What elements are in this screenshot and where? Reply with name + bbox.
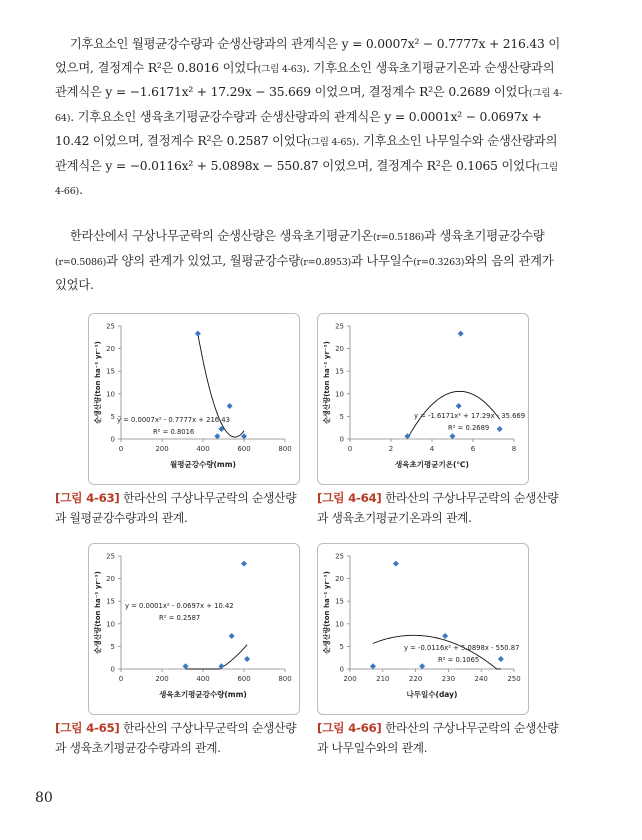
y-tick-label: 15 [106, 597, 115, 606]
caption-text: 한라산의 구상나무군락의 순생산량과 생육초기평균기온과의 관계. [317, 491, 559, 525]
caption-label: [그림 4-63] [55, 491, 120, 505]
x-tick-label: 2 [388, 445, 394, 453]
y-tick-label: 25 [106, 322, 115, 331]
paragraph-correlation-summary [55, 225, 563, 298]
r-squared-label: R² = 0.1065 [438, 656, 480, 664]
data-point [214, 433, 220, 439]
x-tick-label: 200 [155, 445, 169, 453]
r-squared-label: R² = 0.8016 [153, 428, 195, 436]
data-point [244, 656, 250, 662]
y-tick-label: 25 [335, 552, 344, 561]
caption-label: [그림 4-64] [317, 491, 382, 505]
r-squared-label: R² = 0.2587 [159, 614, 201, 622]
r-squared-label: R² = 0.2689 [448, 424, 490, 432]
x-tick-label: 600 [237, 675, 251, 683]
y-tick-label: 0 [110, 435, 115, 444]
y-tick-label: 5 [110, 642, 115, 651]
caption-label: [그림 4-65] [55, 721, 120, 735]
trendline [373, 635, 501, 669]
data-point [450, 433, 456, 439]
text-segment: . 기후요소인 나무일수와 순생산량과의 관계식은 y = −0.0116x² + 5.0898x − 550.87 이었으며, 결정계수 R²은 0.1065 이었다 [55, 134, 558, 173]
figure-ref: (그림 4-66) [55, 161, 559, 197]
y-tick-label: 15 [106, 367, 115, 376]
chart-fig-4-65 [88, 543, 300, 715]
y-axis-label: 순생산량(ton ha⁻¹ yr⁻¹) [94, 341, 102, 424]
y-tick-label: 15 [335, 597, 344, 606]
data-point [419, 663, 425, 669]
text-segment: . 기후요소인 생육초기평균기온과 순생산량과의 관계식은 y = −1.6171x² + 17.29x − 35.669 이었으며, 결정계수 R²은 0.2689 이었다 [55, 60, 555, 99]
caption-text: 한라산의 구상나무군락의 순생산량과 생육초기평균강수량과의 관계. [55, 721, 297, 755]
chart-fig-4-66 [317, 543, 529, 715]
y-axis-label: 순생산량(ton ha⁻¹ yr⁻¹) [94, 571, 102, 654]
x-axis-label: 생육초기평균기온(℃) [395, 460, 469, 469]
correlation-value: (r=0.5086) [55, 256, 107, 268]
chart-fig-4-64 [317, 313, 529, 485]
x-tick-label: 0 [118, 445, 124, 453]
y-tick-label: 5 [110, 412, 115, 421]
data-point [442, 633, 448, 639]
text-segment: . [79, 183, 83, 197]
data-point [370, 663, 376, 669]
correlation-value: (r=0.3263) [413, 256, 465, 268]
data-point [497, 426, 503, 432]
x-tick-label: 4 [429, 445, 435, 453]
x-tick-label: 200 [343, 675, 357, 683]
y-tick-label: 5 [339, 412, 344, 421]
x-axis-label: 생육초기평균강수량(mm) [159, 690, 247, 699]
equation-label: y = -1.6171x² + 17.29x - 35.669 [414, 412, 526, 420]
correlation-value: (r=0.8953) [299, 256, 352, 268]
x-tick-label: 800 [278, 675, 292, 683]
x-tick-label: 200 [155, 675, 169, 683]
x-tick-label: 600 [237, 445, 251, 453]
y-tick-label: 10 [335, 390, 344, 399]
y-tick-label: 0 [339, 435, 344, 444]
y-tick-label: 0 [339, 665, 344, 674]
caption-label: [그림 4-66] [317, 721, 382, 735]
x-axis-label: 월평균강수량(mm) [170, 460, 236, 469]
x-tick-label: 220 [408, 675, 423, 683]
data-point [183, 663, 189, 669]
chart-svg [318, 314, 528, 484]
text-segment: 기후요소인 월평균강수량과 순생산량과의 관계식은 y = 0.0007x² − 0.7777x + 216.43 이었으며, 결정계수 R²은 0.8016 이었다 [55, 37, 560, 75]
y-tick-label: 25 [106, 552, 115, 561]
y-tick-label: 10 [106, 390, 115, 399]
x-tick-label: 0 [347, 445, 353, 453]
x-tick-label: 210 [376, 675, 390, 683]
y-axis-label: 순생산량(ton ha⁻¹ yr⁻¹) [323, 571, 331, 654]
y-tick-label: 25 [335, 322, 344, 331]
trendline [186, 645, 248, 669]
data-point [241, 561, 247, 567]
x-tick-label: 8 [511, 445, 517, 453]
x-tick-label: 400 [196, 445, 210, 453]
equation-label: y = 0.0001x² - 0.0697x + 10.42 [125, 602, 234, 610]
x-axis-label: 나무일수(day) [406, 690, 458, 699]
data-point [498, 656, 504, 662]
y-tick-label: 5 [339, 642, 344, 651]
text-segment: 와의 음의 관계가 있었다. [55, 253, 554, 292]
caption-fig-4-63 [55, 488, 307, 528]
data-point [218, 663, 224, 669]
chart-svg [89, 544, 299, 714]
data-point [229, 633, 235, 639]
x-tick-label: 230 [441, 675, 456, 683]
chart-svg [318, 544, 528, 714]
text-segment: 과 나무일수 [351, 253, 414, 268]
equation-label: y = 0.0007x² - 0.7777x + 216.43 [117, 416, 230, 424]
y-tick-label: 0 [110, 665, 115, 674]
equation-label: y = -0.0116x² + 5.0898x - 550.87 [404, 644, 520, 652]
page-number: 80 [35, 790, 53, 806]
text-segment: . 기후요소인 생육초기평균강수량과 순생산량과의 관계식은 y = 0.0001x² − 0.0697x + 10.42 이었으며, 결정계수 R²은 0.2587 이었다 [55, 109, 542, 148]
data-point [393, 561, 399, 567]
chart-svg [89, 314, 299, 484]
x-tick-label: 800 [278, 445, 292, 453]
y-axis-label: 순생산량(ton ha⁻¹ yr⁻¹) [323, 341, 331, 424]
figure-ref: (그림 4-64) [55, 88, 563, 124]
chart-fig-4-63 [88, 313, 300, 485]
text-segment: 과 양의 관계가 있었고, 월평균강수량 [106, 253, 300, 268]
x-tick-label: 400 [196, 675, 210, 683]
y-tick-label: 10 [106, 620, 115, 629]
correlation-value: (r=0.5186) [372, 232, 425, 243]
paragraph-regression-results [55, 33, 563, 204]
data-point [456, 403, 462, 409]
text-segment: 과 생육초기평균강수량 [424, 229, 545, 243]
y-tick-label: 20 [106, 345, 115, 354]
x-tick-label: 250 [507, 675, 521, 683]
x-tick-label: 0 [118, 675, 124, 683]
y-tick-label: 15 [335, 367, 344, 376]
data-point [241, 433, 247, 439]
figure-ref: (그림 4-63) [257, 63, 306, 75]
y-tick-label: 10 [335, 620, 344, 629]
x-tick-label: 240 [474, 675, 488, 683]
figure-ref: (그림 4-65) [307, 137, 356, 148]
data-point [227, 403, 233, 409]
y-tick-label: 20 [335, 575, 344, 584]
text-segment: 한라산에서 구상나무군락의 순생산량은 생육초기평균기온 [69, 229, 373, 243]
data-point [195, 331, 201, 337]
caption-text: 한라산의 구상나무군락의 순생산량과 월평균강수량과의 관계. [55, 491, 297, 525]
caption-text: 한라산의 구상나무군락의 순생산량과 나무일수와의 관계. [317, 721, 559, 755]
caption-fig-4-64 [317, 488, 569, 528]
data-point [458, 331, 464, 337]
caption-fig-4-65 [55, 718, 307, 758]
x-tick-label: 6 [470, 445, 476, 453]
y-tick-label: 20 [335, 345, 344, 354]
caption-fig-4-66 [317, 718, 569, 758]
y-tick-label: 20 [106, 575, 115, 584]
